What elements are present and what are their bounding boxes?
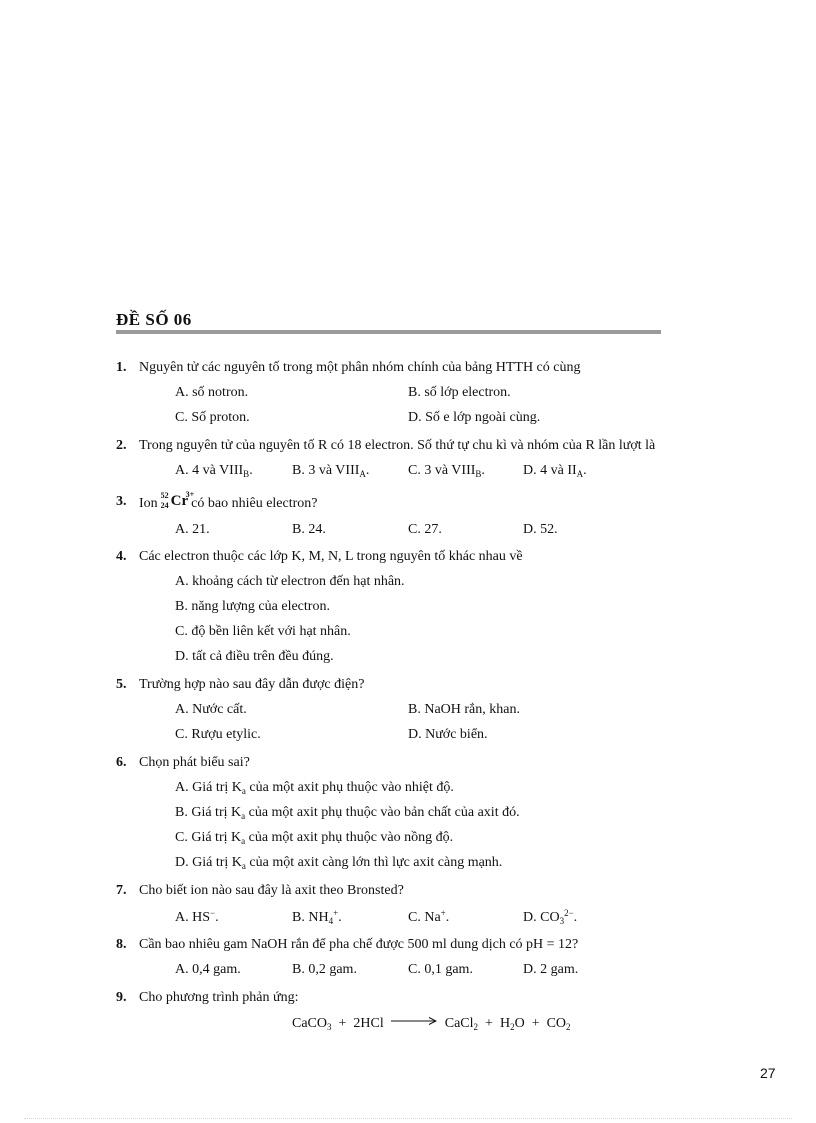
q5-option-a: A. Nước cất. (175, 702, 247, 717)
q3-option-b: B. 24. (292, 522, 326, 537)
q7-option-c: C. Na+. (408, 908, 450, 925)
question-text: Cho biết ion nào sau đây là axit theo Bronsted? (139, 883, 404, 898)
question-number: 2. (116, 438, 127, 453)
q6-option-b: B. Giá trị $K_a$ của một axit phụ thuộc vào bản chất của axit đó. (175, 805, 520, 821)
question-text: Cho phương trình phản ứng: (139, 990, 299, 1005)
q5-option-c: C. Rượu etylic. (175, 727, 261, 742)
q2-option-a: A. 4 và $VIII_B$. (175, 463, 253, 479)
q2-option-b: B. 3 và $VIII_A$. (292, 463, 370, 479)
question-text: Trường hợp nào sau đây dẫn được điện? (139, 677, 365, 692)
page-number: 27 (760, 1065, 776, 1081)
reaction-arrow-icon (391, 1016, 437, 1026)
question-text: Nguyên tử các nguyên tố trong một phân nhóm chính của bảng HTTH có cùng (139, 360, 581, 375)
question-text: Ion 52 24 Cr 3+ có bao nhiêu electron? (139, 490, 318, 511)
q6-option-a: A. Giá trị $K_a$ của một axit phụ thuộc vào nhiệt độ. (175, 780, 454, 796)
q3-option-d: D. 52. (523, 522, 558, 537)
question-number: 7. (116, 883, 127, 898)
q8-option-a: A. 0,4 gam. (175, 962, 241, 977)
question-number: 8. (116, 937, 127, 952)
q1-option-d: D. Số e lớp ngoài cùng. (408, 410, 541, 425)
question-number: 1. (116, 360, 127, 375)
q5-option-d: D. Nước biển. (408, 727, 488, 742)
q2-option-d: D. 4 và $II_A$. (523, 463, 587, 479)
q8-option-b: B. 0,2 gam. (292, 962, 357, 977)
q3-option-c: C. 27. (408, 522, 442, 537)
q4-option-d: D. tất cả điều trên đều đúng. (175, 649, 334, 664)
question-text: Chọn phát biểu sai? (139, 755, 250, 770)
question-number: 6. (116, 755, 127, 770)
q1-option-b: B. số lớp electron. (408, 385, 511, 400)
question-text: Các electron thuộc các lớp K, M, N, L trong nguyên tố khác nhau về (139, 549, 523, 564)
footer-divider (24, 1118, 792, 1119)
question-text: Trong nguyên tử của nguyên tố R có 18 electron. Số thứ tự chu kì và nhóm của R lần lượt là (139, 438, 656, 453)
q7-option-d: D. $CO_3^{2-}$. (523, 908, 578, 926)
q6-option-c: C. Giá trị $K_a$ của một axit phụ thuộc vào nồng độ. (175, 830, 454, 846)
q8-option-c: C. 0,1 gam. (408, 962, 473, 977)
title-underline (116, 330, 661, 334)
question-number: 9. (116, 990, 127, 1005)
q5-option-b: B. NaOH rắn, khan. (408, 702, 520, 717)
reaction-equation: CaCO$_3$ + 2HCl CaCl$_2$ + $H_2O + CO_2$ (292, 1016, 571, 1032)
q4-option-b: B. năng lượng của electron. (175, 599, 330, 614)
q8-option-d: D. 2 gam. (523, 962, 579, 977)
q2-option-c: C. 3 và $VIII_B$. (408, 463, 485, 479)
q3-option-a: A. 21. (175, 522, 210, 537)
q7-option-b: B. $NH_4^+$. (292, 908, 342, 926)
question-number: 5. (116, 677, 127, 692)
q1-option-a: A. số notron. (175, 385, 249, 400)
q7-option-a: A. HS−. (175, 908, 219, 925)
question-number: 3. (116, 494, 127, 509)
q4-option-a: A. khoảng cách từ electron đến hạt nhân. (175, 574, 405, 589)
chromium-ion-notation: 52 24 Cr 3+ (160, 490, 195, 510)
question-number: 4. (116, 549, 127, 564)
exam-title: ĐỀ SỐ 06 (116, 310, 192, 329)
q4-option-c: C. độ bền liên kết với hạt nhân. (175, 624, 351, 639)
question-text: Cần bao nhiêu gam NaOH rắn để pha chế được 500 ml dung dịch có pH = 12? (139, 937, 579, 952)
q6-option-d: D. Giá trị $K_a$ của một axit càng lớn thì lực axit càng mạnh. (175, 855, 503, 871)
q1-option-c: C. Số proton. (175, 410, 250, 425)
